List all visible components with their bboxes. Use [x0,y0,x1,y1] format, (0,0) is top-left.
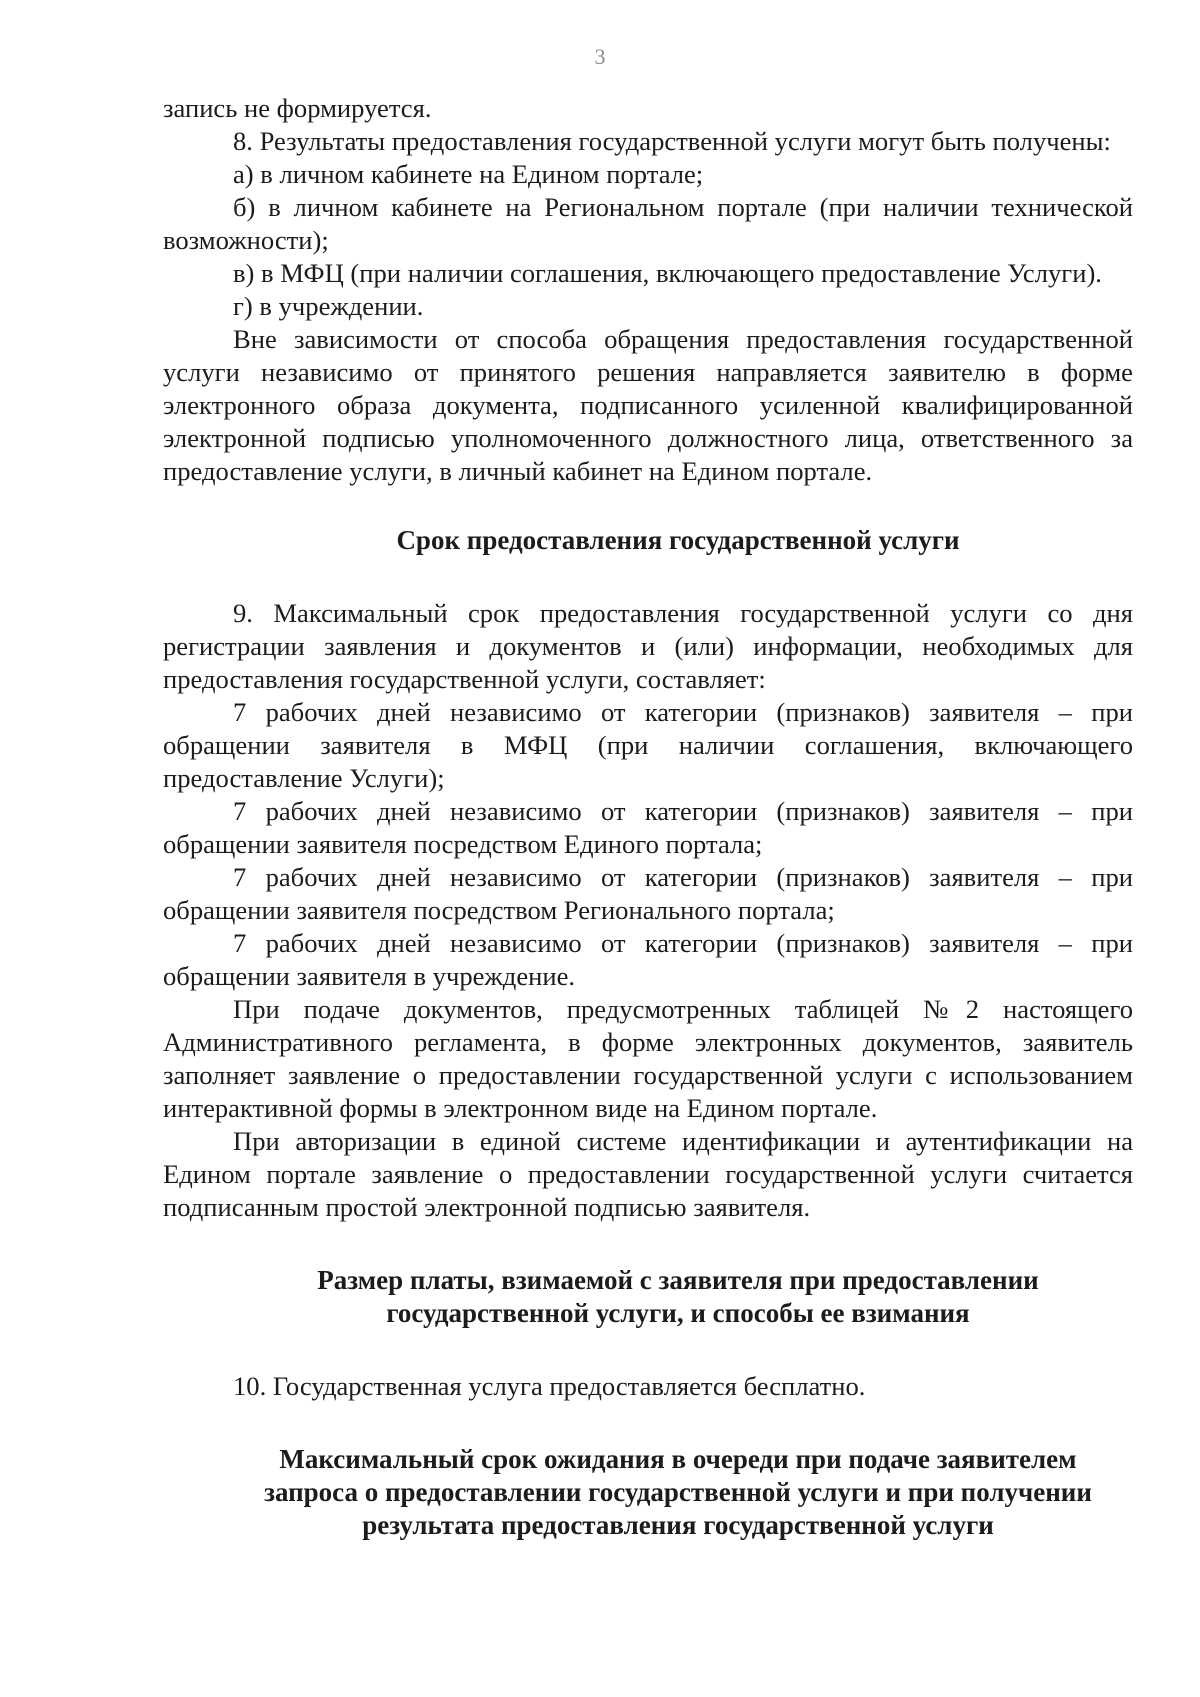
paragraph-item-9: 9. Максимальный срок предоставления государственной услуги со дня регистрации заявления и документов и (или) информации, необходимых для предоставления государственной услуги, составляет: [163,598,1133,694]
term-item-unified-portal: 7 рабочих дней независимо от категории (признаков) заявителя – при обращении заявителя посредством Единого портала; [163,796,1133,859]
term-item-mfc: 7 рабочих дней независимо от категории (признаков) заявителя – при обращении заявителя в МФЦ (при наличии соглашения, включающего предоставление Услуги); [163,697,1133,793]
list-item-b: б) в личном кабинете на Региональном портале (при наличии технической возможности); [163,192,1133,255]
list-item-v: в) в МФЦ (при наличии соглашения, включающего предоставление Услуги). [233,258,1102,288]
heading-term-text: Срок предоставления государственной услуги [396,525,960,555]
paragraph-electronic-submission: При подаче документов, предусмотренных таблицей №2 настоящего Административного регламента, в форме электронных документов, заявитель заполняет заявление о предоставлении государственной услуги с использованием интерактивной формы в электронном виде на Едином портале. [163,994,1133,1123]
heading-queue-line-3: результата предоставления государственной услуги [362,1510,994,1540]
paragraph-continuation: запись не формируется. [163,93,432,123]
list-item-g: г) в учреждении. [233,291,424,321]
section-heading-fee [223,1264,1133,1330]
paragraph-item-8: 8. Результаты предоставления государственной услуги могут быть получены: [233,126,1111,156]
term-item-institution: 7 рабочих дней независимо от категории (признаков) заявителя – при обращении заявителя в учреждение. [163,928,1133,991]
term-item-regional-portal: 7 рабочих дней независимо от категории (признаков) заявителя – при обращении заявителя посредством Регионального портала; [163,862,1133,925]
document-body [163,92,1133,1542]
heading-fee-line-1: Размер платы, взимаемой с заявителя при предоставлении [317,1265,1039,1295]
paragraph-result-delivery: Вне зависимости от способа обращения предоставления государственной услуги независимо от принятого решения направляется заявителю в форме электронного образа документа, подписанного усиленной квалифицированной электронной подписью уполномоченного должностного лица, ответственного за предоставление услуги, в личный кабинет на Едином портале. [163,324,1133,486]
list-item-a: а) в личном кабинете на Едином портале; [233,159,704,189]
heading-fee-line-2: государственной услуги, и способы ее взимания [386,1298,970,1328]
section-heading-term [223,524,1133,557]
paragraph-authorization: При авторизации в единой системе идентификации и аутентификации на Едином портале заявление о предоставлении государственной услуги считается подписанным простой электронной подписью заявителя. [163,1126,1133,1222]
heading-queue-line-1: Максимальный срок ожидания в очереди при подаче заявителем [279,1444,1077,1474]
section-heading-queue [223,1443,1133,1542]
page-number: 3 [594,44,606,69]
paragraph-item-10: 10. Государственная услуга предоставляется бесплатно. [233,1371,866,1401]
heading-queue-line-2: запроса о предоставлении государственной услуги и при получении [264,1477,1092,1507]
